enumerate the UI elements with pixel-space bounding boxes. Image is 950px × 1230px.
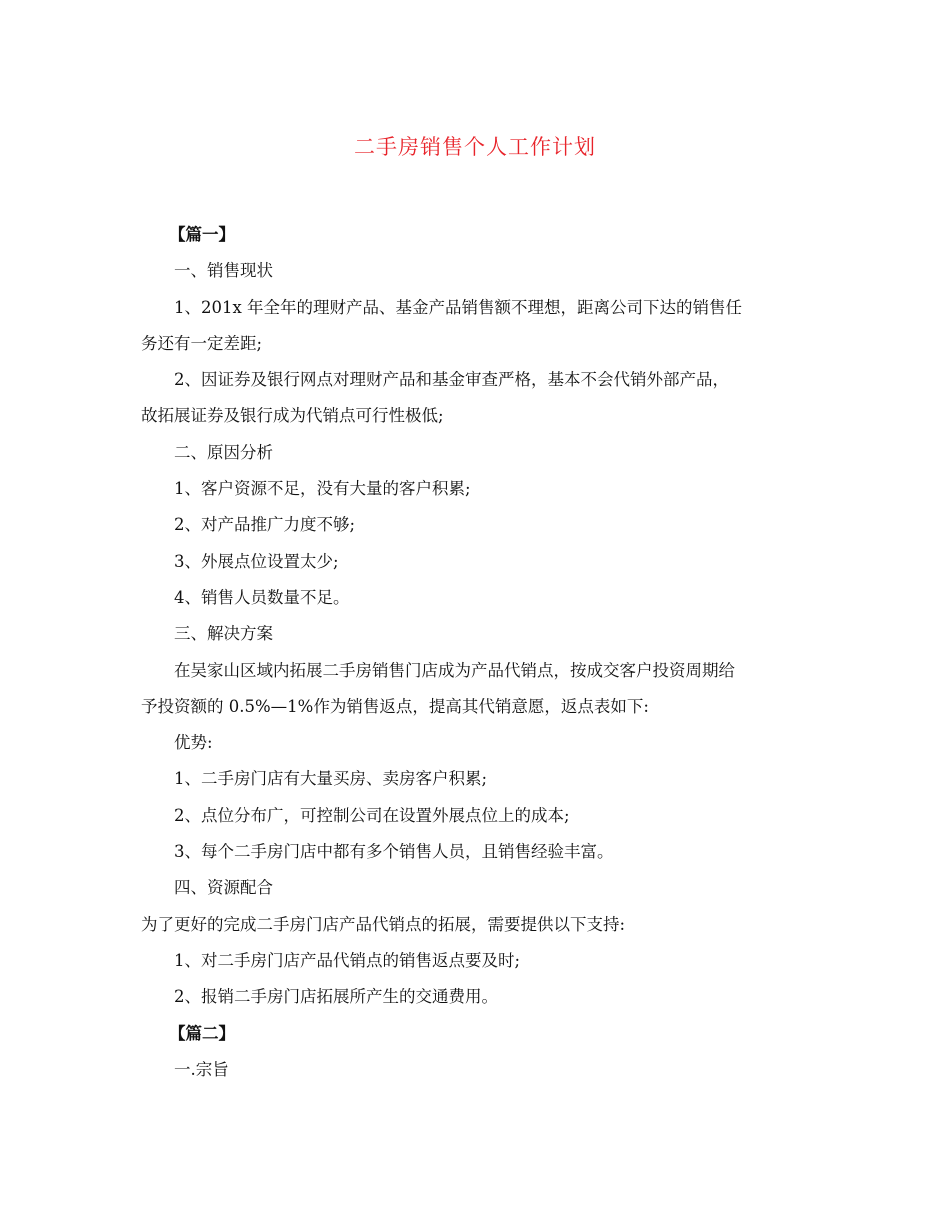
- paragraph-line: 2、报销二手房门店拓展所产生的交通费用。: [174, 987, 498, 1007]
- paragraph-line: 二、原因分析: [174, 442, 273, 462]
- paragraph-line: 3、外展点位设置太少;: [174, 551, 339, 571]
- paragraph-line: 优势:: [174, 733, 213, 753]
- document-body: [141, 217, 813, 1088]
- paragraph-line: 1、对二手房门店产品代销点的销售返点要及时;: [174, 950, 521, 970]
- paragraph-line: 2、因证券及银行网点对理财产品和基金审查严格，基本不会代销外部产品，: [174, 370, 729, 390]
- paragraph-line: 三、解决方案: [174, 624, 273, 644]
- paragraph-line: 1、二手房门店有大量买房、卖房客户积累;: [174, 769, 488, 789]
- document-title: 二手房销售个人工作计划: [354, 135, 596, 159]
- paragraph-line: 在吴家山区域内拓展二手房销售门店成为产品代销点，按成交客户投资周期给: [174, 660, 735, 680]
- paragraph-line: 务还有一定差距;: [141, 333, 263, 353]
- paragraph-line: 故拓展证券及银行成为代销点可行性极低;: [141, 406, 444, 426]
- paragraph-line: 一、销售现状: [174, 261, 273, 281]
- paragraph-line: 一.宗旨: [174, 1059, 229, 1079]
- paragraph-line: 4、销售人员数量不足。: [174, 587, 350, 607]
- paragraph-line: 予投资额的 0.5%—1%作为销售返点，提高其代销意愿，返点表如下:: [141, 696, 649, 716]
- paragraph-line: 1、客户资源不足，没有大量的客户积累;: [174, 479, 471, 499]
- paragraph-line: 四、资源配合: [174, 878, 273, 898]
- section-heading: 【篇二】: [169, 1023, 235, 1043]
- paragraph-line: 2、点位分布广，可控制公司在设置外展点位上的成本;: [174, 805, 570, 825]
- paragraph-line: 2、对产品推广力度不够;: [174, 515, 356, 535]
- section-heading: 【篇一】: [169, 225, 235, 244]
- paragraph-line: 为了更好的完成二手房门店产品代销点的拓展，需要提供以下支持:: [141, 914, 626, 934]
- paragraph-line: 1、201x 年全年的理财产品、基金产品销售额不理想，距离公司下达的销售任: [174, 297, 743, 317]
- paragraph-line: 3、每个二手房门店中都有多个销售人员，且销售经验丰富。: [174, 842, 614, 862]
